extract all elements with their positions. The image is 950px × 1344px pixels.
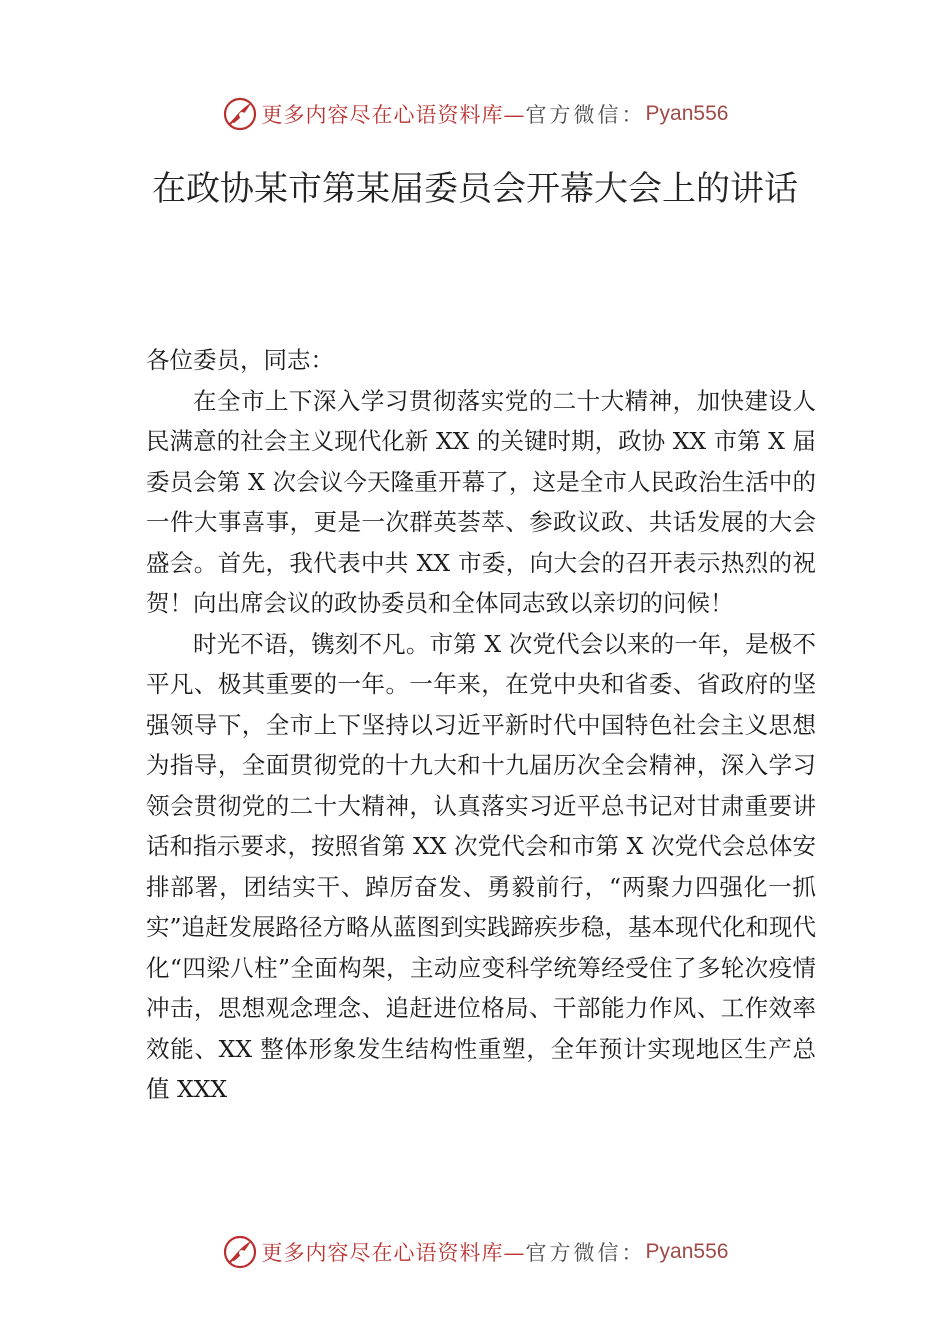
banner-wechat-id: Pyan556 xyxy=(645,1240,729,1263)
document-title: 在政协某市第某届委员会开幕大会上的讲话 xyxy=(152,169,798,209)
document-body xyxy=(146,340,816,1110)
paragraph: 在全市上下深入学习贯彻落实党的二十大精神，加快建设人民满意的社会主义现代化新 XX 的关键时期，政协 XX 市第 X 届委员会第 X 次会议今天隆重开幕了，这是全市人民政治生活中的一件大事喜事，更是一次群英荟萃、参政议政、共话发展的大会盛会。首先，我代表中共 XX 市委，向大会的召开表示热烈的祝贺！向出席会议的政协委员和全体同志致以亲切的问候！ xyxy=(146,386,816,617)
footer-banner xyxy=(0,1230,950,1274)
banner-site-text: 更多内容尽在心语资料库— xyxy=(261,1241,526,1265)
banner-wechat-label: 官方微信： xyxy=(525,1241,646,1265)
paragraph: 时光不语，镌刻不凡。市第 X 次党代会以来的一年，是极不平凡、极其重要的一年。一年来，在党中央和省委、省政府的坚强领导下，全市上下坚持以习近平新时代中国特色社会主义思想为指导，全面贯彻党的十九大和十九届历次全会精神，深入学习领会贯彻党的二十大精神，认真落实习近平总书记对甘肃重要讲话和指示要求，按照省第 XX 次党代会和市第 X 次党代会总体安排部署，团结实干、踔厉奋发、勇毅前行，“两聚力四强化一抓实”追赶发展路径方略从蓝图到实践蹄疾步稳，基本现代化和现代化“四梁八柱”全面构架，主动应变科学统筹经受住了多轮次疫情冲击，思想观念理念、追赶进位格局、干部能力作风、工作效率效能、XX 整体形象发生结构性重塑，全年预计实现地区生产总值 XXX xyxy=(146,629,817,1103)
banner-wechat-id: Pyan556 xyxy=(645,102,729,125)
header-banner xyxy=(0,92,950,136)
salutation: 各位委员，同志： xyxy=(146,346,334,374)
quill-pen-logo-icon xyxy=(222,1234,258,1270)
banner-site-text: 更多内容尽在心语资料库— xyxy=(261,103,526,127)
banner-wechat-label: 官方微信： xyxy=(525,103,646,127)
quill-pen-logo-icon xyxy=(222,96,258,132)
